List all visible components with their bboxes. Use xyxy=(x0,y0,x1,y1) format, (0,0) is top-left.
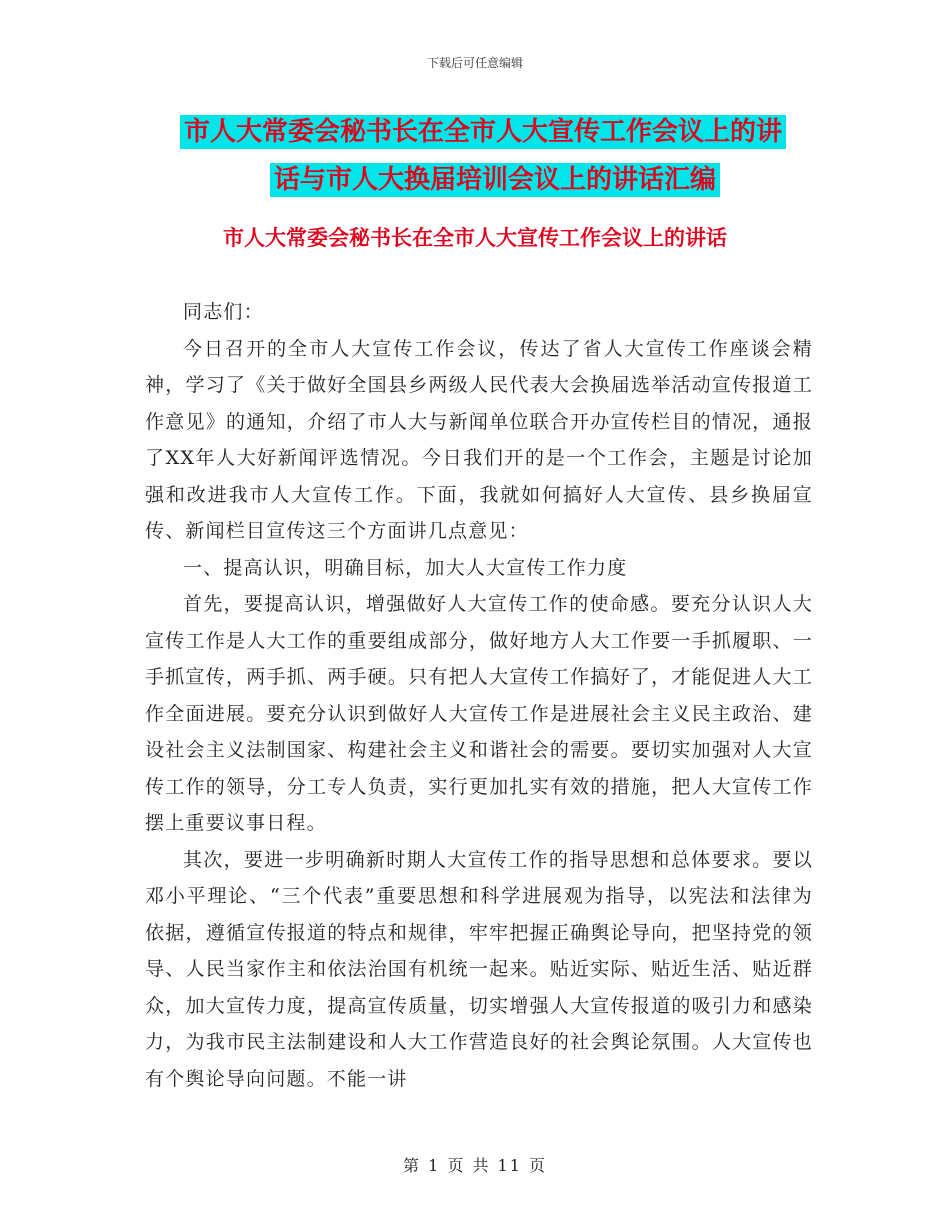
page-number: 第 1 页 共 11 页 xyxy=(403,1156,547,1175)
paragraph: 首先，要提高认识，增强做好人大宣传工作的使命感。要充分认识人大宣传工作是人大工作的重要组成部分，做好地方人大工作要一手抓履职、一手抓宣传，两手抓、两手硬。只有把人大宣传工作搞好了，才能促进人大工作全面进展。要充分认识到做好人大宣传工作是进展社会主义民主政治、建设社会主义法制国家、构建社会主义和谐社会的需要。要切实加强对人大宣传工作的领导，分工专人负责，实行更加扎实有效的措施，把人大宣传工作摆上重要议事日程。 xyxy=(145,593,813,834)
document-title xyxy=(180,108,820,204)
section-title: 市人大常委会秘书长在全市人大宣传工作会议上的讲话 xyxy=(223,226,727,250)
paragraph-heading: 一、提高认识，明确目标，加大人大宣传工作力度 xyxy=(183,556,628,579)
title-line-2: 话与市人大换届培训会议上的讲话汇编 xyxy=(270,163,720,197)
paragraph: 今日召开的全市人大宣传工作会议，传达了省人大宣传工作座谈会精神，学习了《关于做好全国县乡两级人民代表大会换届选举活动宣传报道工作意见》的通知，介绍了市人大与新闻单位联合开办宣传栏目的情况，通报了XX年人大好新闻评选情况。今日我们开的是一个工作会，主题是讨论加强和改进我市人大宣传工作。下面，我就如何搞好人大宣传、县乡换届宣传、新闻栏目宣传这三个方面讲几点意见： xyxy=(145,337,813,542)
header-note: 下载后可任意编辑 xyxy=(426,56,523,70)
title-line-1: 市人大常委会秘书长在全市人大宣传工作会议上的讲 xyxy=(180,115,786,149)
paragraph: 其次，要进一步明确新时期人大宣传工作的指导思想和总体要求。要以邓小平理论、“三个代表”重要思想和科学进展观为指导，以宪法和法律为依据，遵循宣传报道的特点和规律，牢牢把握正确舆论导向，把坚持党的领导、人民当家作主和依法治国有机统一起来。贴近实际、贴近生活、贴近群众，加大宣传力度，提高宣传质量，切实增强人大宣传报道的吸引力和感染力，为我市民主法制建设和人大工作营造良好的社会舆论氛围。人大宣传也有个舆论导向问题。不能一讲 xyxy=(145,848,813,1090)
document-body xyxy=(145,294,813,1097)
paragraph-greeting: 同志们： xyxy=(183,301,264,323)
